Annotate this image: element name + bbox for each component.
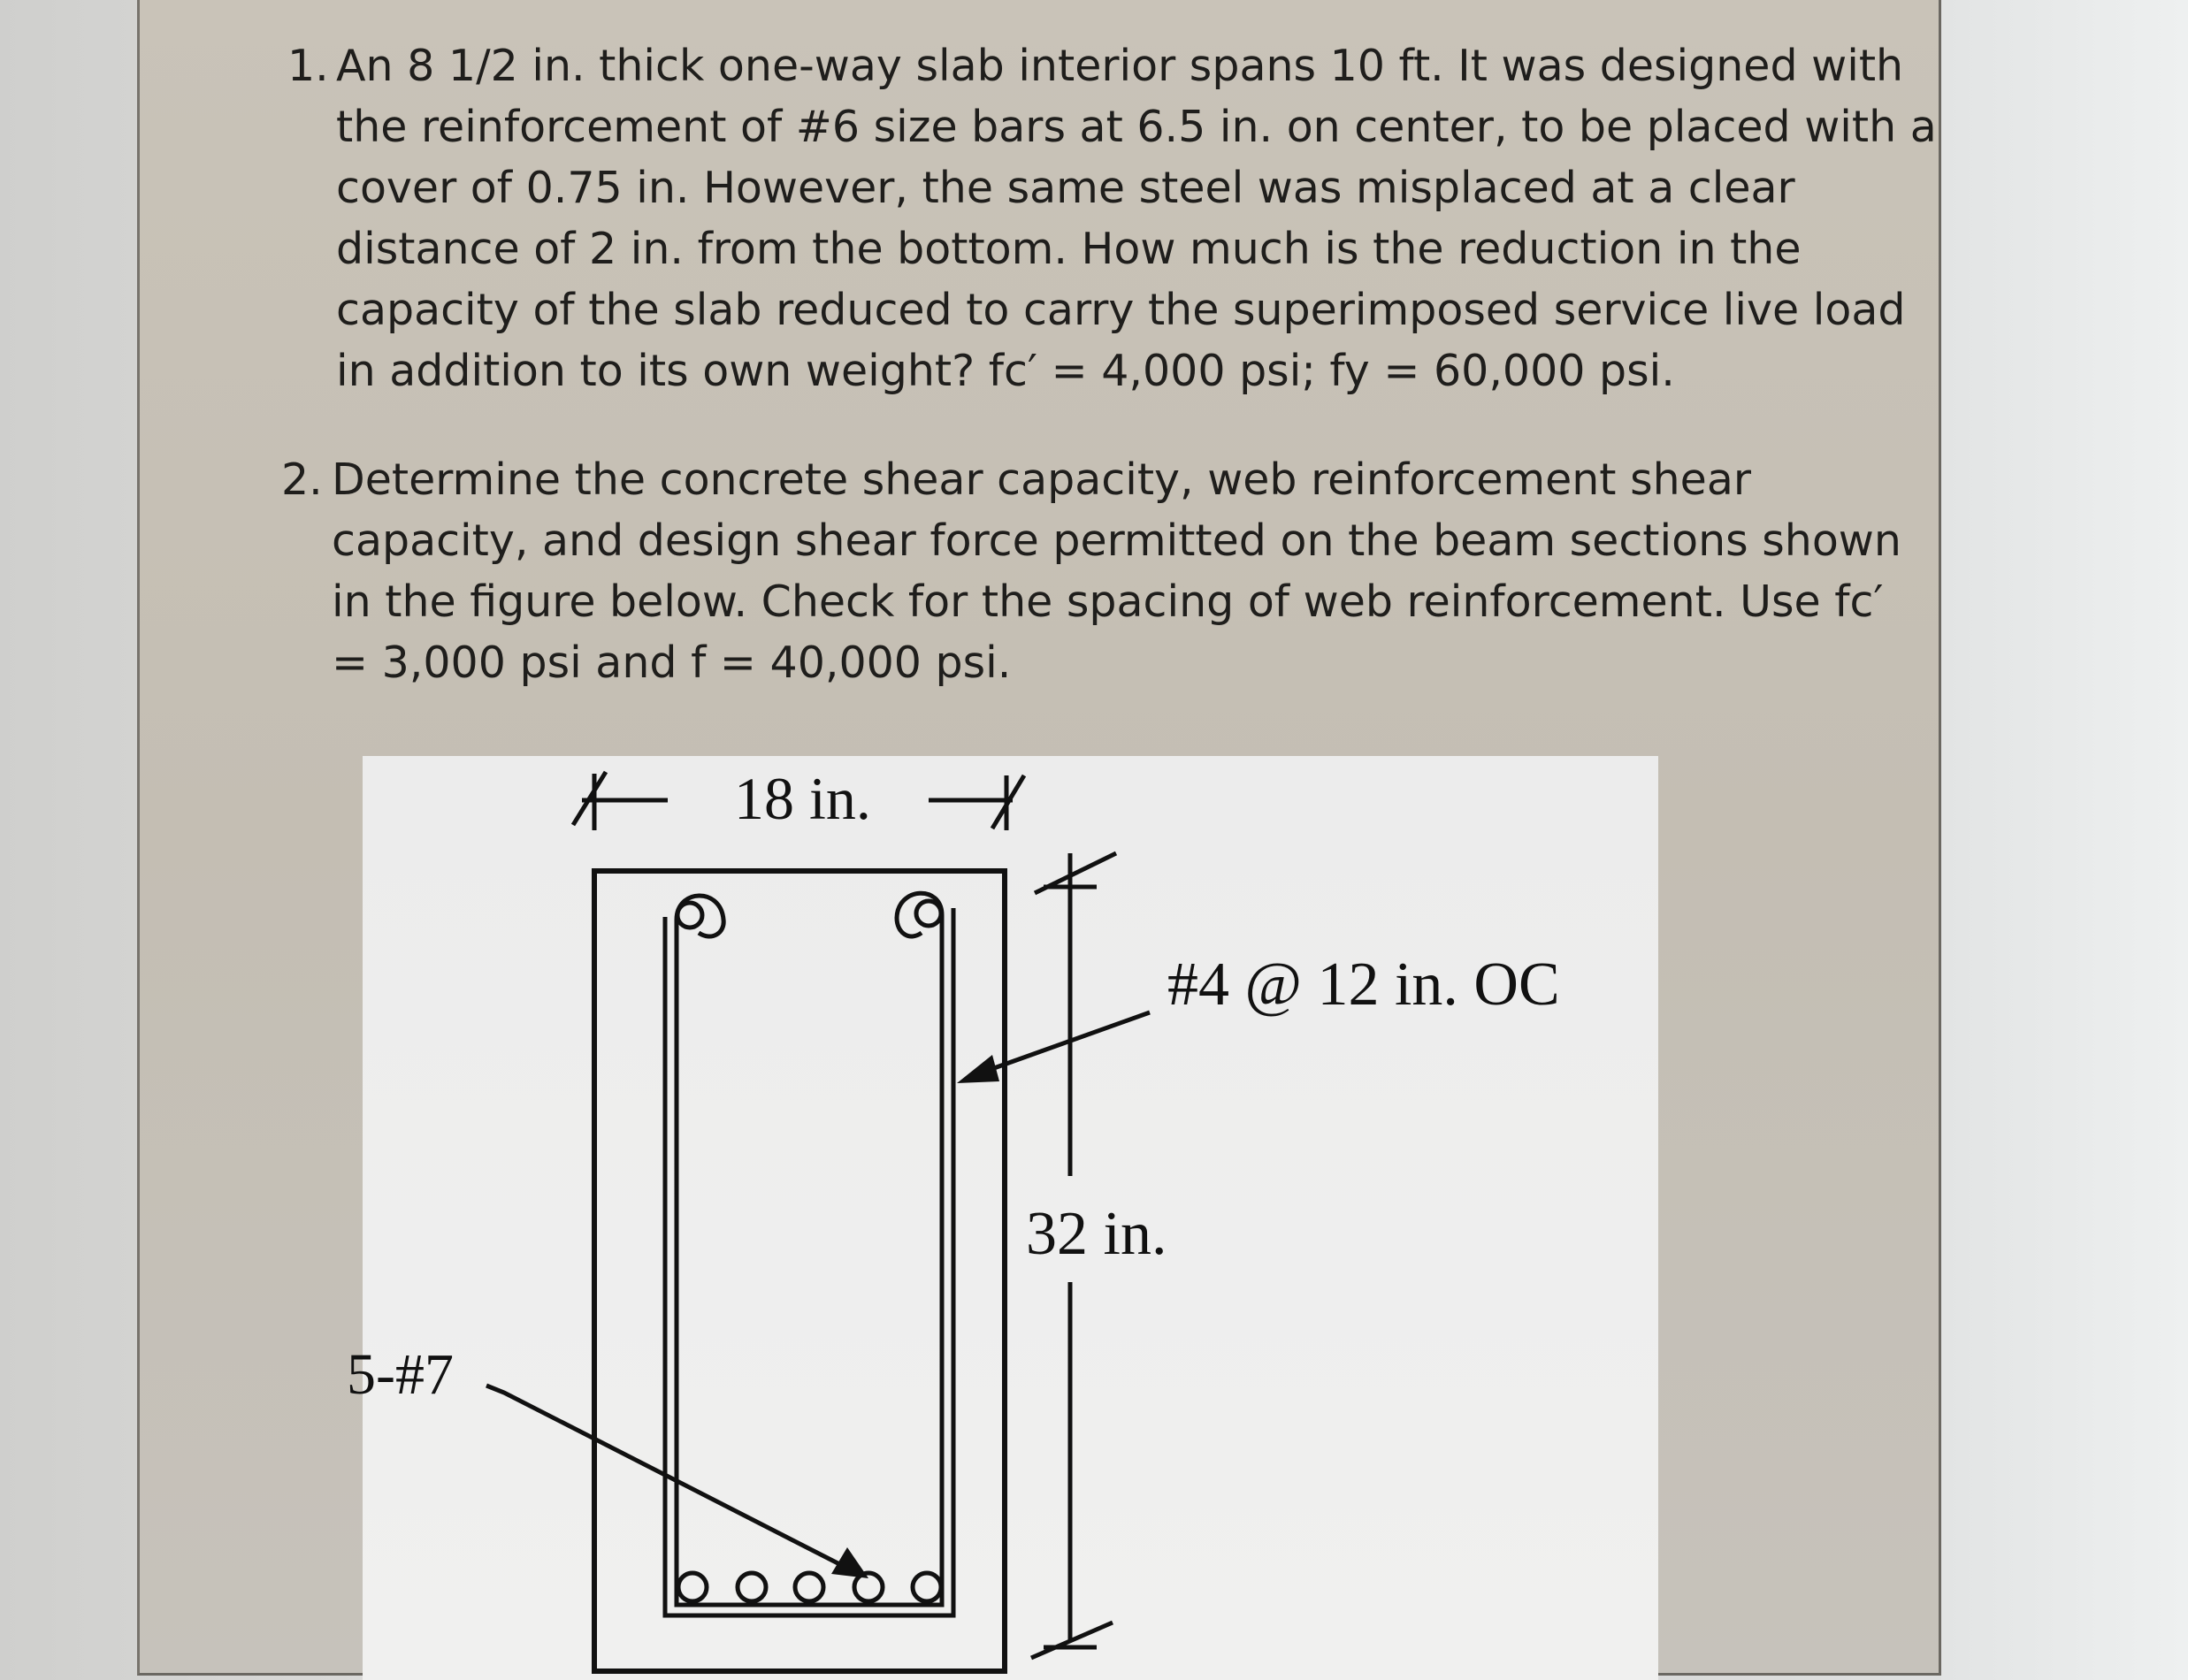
bottom-bar (795, 1573, 823, 1601)
problem-1-line: cover of 0.75 in. However, the same steel was misplaced at a clear (336, 163, 1795, 213)
top-bar-right (916, 901, 941, 926)
bottom-bar (738, 1573, 766, 1601)
problem-1-line: the reinforcement of #6 size bars at 6.5 in. on center, to be placed with a (336, 102, 1937, 152)
problem-2-number: 2. (281, 454, 323, 505)
problem-2-line: capacity, and design shear force permitted on the beam sections shown (332, 515, 1901, 566)
stirrup (665, 893, 953, 1615)
stirrup-leader-arrow (957, 1012, 1150, 1083)
width-dimension-label: 18 in. (734, 765, 871, 832)
stirrup-label: #4 @ 12 in. OC (1167, 951, 1560, 1019)
problem-2-line: Determine the concrete shear capacity, web reinforcement shear (332, 454, 1751, 505)
problem-2-text (332, 449, 1901, 693)
problem-1-text (336, 35, 1937, 401)
problem-1-line: in addition to its own weight? fc′ = 4,000 psi; fy = 60,000 psi. (336, 346, 1675, 396)
problem-2-line: = 3,000 psi and f = 40,000 psi. (332, 638, 1012, 688)
beam-section-figure (347, 756, 1658, 1680)
problem-1-line: capacity of the slab reduced to carry the superimposed service live load (336, 285, 1906, 335)
bottom-bars-label: 5-#7 (347, 1342, 454, 1407)
problem-1-line: An 8 1/2 in. thick one-way slab interior spans 10 ft. It was designed with (336, 41, 1904, 91)
height-dimension-label: 32 in. (1026, 1200, 1167, 1268)
problem-2 (281, 449, 1901, 693)
problem-1-number: 1. (287, 41, 329, 91)
bottom-bars (678, 1573, 941, 1601)
beam-section-drawing (363, 756, 1658, 1680)
right-margin (1941, 0, 2188, 1680)
bottom-bar (913, 1573, 941, 1601)
bottom-bar (854, 1573, 883, 1601)
top-bar-left (677, 903, 702, 928)
problem-1 (287, 35, 1937, 401)
bottom-bar (678, 1573, 707, 1601)
problem-1-line: distance of 2 in. from the bottom. How much is the reduction in the (336, 224, 1802, 274)
problem-2-line: in the figure below. Check for the spacing of web reinforcement. Use fc′ (332, 577, 1884, 627)
